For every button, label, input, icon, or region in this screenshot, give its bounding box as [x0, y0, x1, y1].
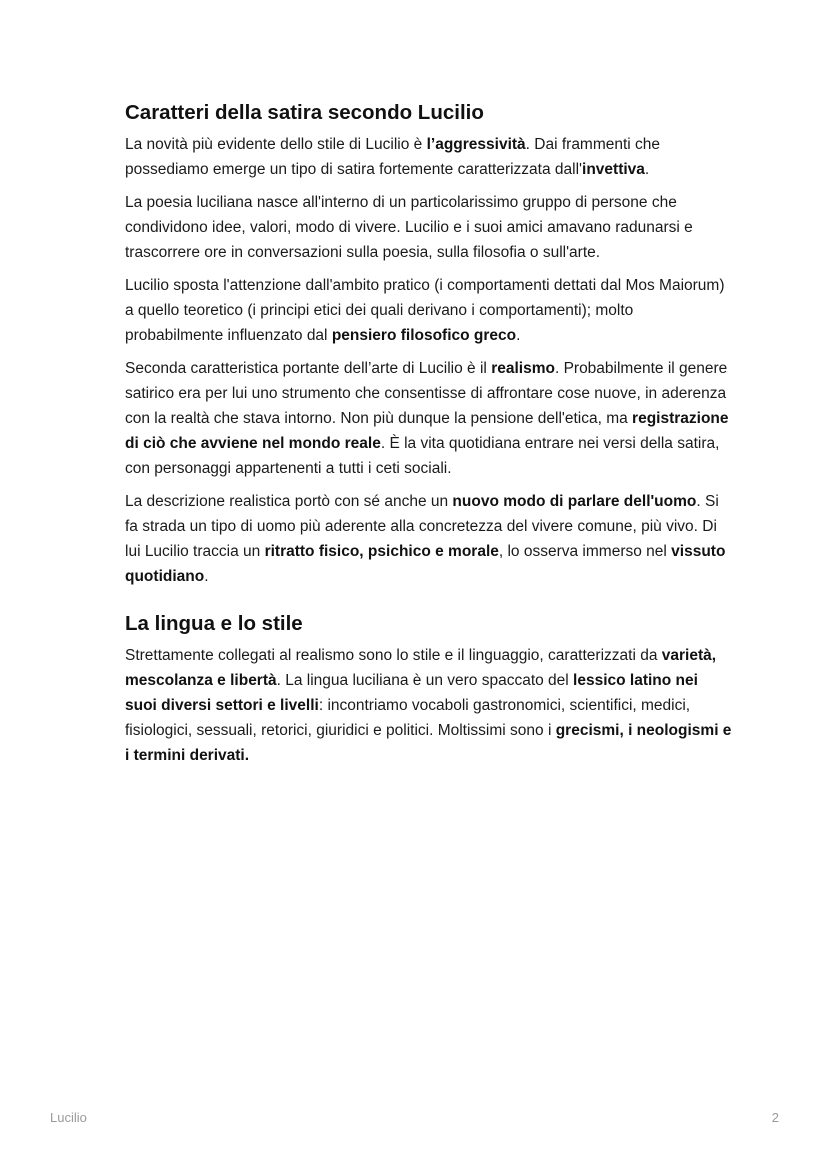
section-title-lingua: La lingua e lo stile: [125, 612, 303, 635]
text: . Dai frammenti che possediamo emerge un tipo di satira fortemente caratterizzata dall': [125, 136, 661, 178]
text: : incontriamo vocaboli gastronomici, scientifici, medici, fisiologici, sessuali, retorici, giuridici e politici. Moltissimi sono i: [125, 697, 691, 739]
paragraph-realismo: [125, 356, 733, 481]
text: . È la vita quotidiana entrare nei versi della satira, con personaggi appartenenti a tutti i ceti sociali.: [125, 435, 720, 477]
text: . La lingua luciliana è un vero spaccato del: [276, 672, 574, 689]
text: Strettamente collegati al realismo sono lo stile e il linguaggio, caratterizzati da: [125, 647, 662, 664]
bold-aggressivita: l’aggressività: [426, 136, 526, 153]
bold-pensiero-greco: pensiero filosofico greco: [331, 327, 517, 344]
text: .: [644, 161, 650, 178]
bold-registrazione: registrazione di ciò che avviene nel mondo reale: [125, 410, 729, 452]
page-number: 2: [771, 1110, 779, 1125]
text: , lo osserva immerso nel: [498, 543, 672, 560]
text: La descrizione realistica portò con sé anche un: [125, 493, 453, 510]
bold-nuovo-modo: nuovo modo di parlare dell'uomo: [452, 493, 697, 510]
paragraph-lingua: [125, 643, 733, 768]
bold-realismo: realismo: [491, 360, 555, 377]
footer-title: Lucilio: [50, 1110, 87, 1125]
bold-invettiva: invettiva: [582, 161, 645, 178]
section-title-satira: Caratteri della satira secondo Lucilio: [125, 101, 484, 124]
bold-varieta: varietà, mescolanza e libertà: [125, 647, 717, 689]
bold-ritratto: ritratto fisico, psichico e morale: [264, 543, 499, 560]
paragraph-descrizione-uomo: [125, 489, 733, 589]
text: Seconda caratteristica portante dell’arte di Lucilio è il: [125, 360, 492, 377]
text: Lucilio sposta l'attenzione dall'ambito pratico (i comportamenti dettati dal Mos Maiorum) a quello teoretico (i principi etici dei quali derivano i comportamenti); molto probabilmente influenzato dal: [125, 277, 725, 344]
text: .: [516, 327, 521, 344]
bold-vissuto: vissuto quotidiano: [125, 543, 726, 585]
paragraph-poesia-luciliana: La poesia luciliana nasce all'interno di un particolarissimo gruppo di persone che condividono idee, valori, modo di vivere. Lucilio e i suoi amici amavano radunarsi e trascorrere ore in conversazioni sulla poesia, sulla filosofia o sull'arte.: [125, 194, 693, 261]
page-content: [125, 100, 733, 776]
bold-grecismi: grecismi, i neologismi e i termini derivati.: [125, 722, 732, 764]
paragraph-aggressivita: [125, 132, 733, 182]
text: .: [204, 568, 209, 585]
text: . Probabilmente il genere satirico era per lui uno strumento che consentisse di affrontare cose nuove, in aderenza con la realtà che stava intorno. Non più dunque la pensione dell'etica, ma: [125, 360, 728, 427]
paragraph-attenzione: [125, 273, 733, 348]
text: La novità più evidente dello stile di Lucilio è: [125, 136, 427, 153]
bold-lessico: lessico latino nei suoi diversi settori e livelli: [125, 672, 698, 714]
text: . Si fa strada un tipo di uomo più aderente alla concretezza del vivere comune, più vivo. Di lui Lucilio traccia un: [125, 493, 719, 560]
